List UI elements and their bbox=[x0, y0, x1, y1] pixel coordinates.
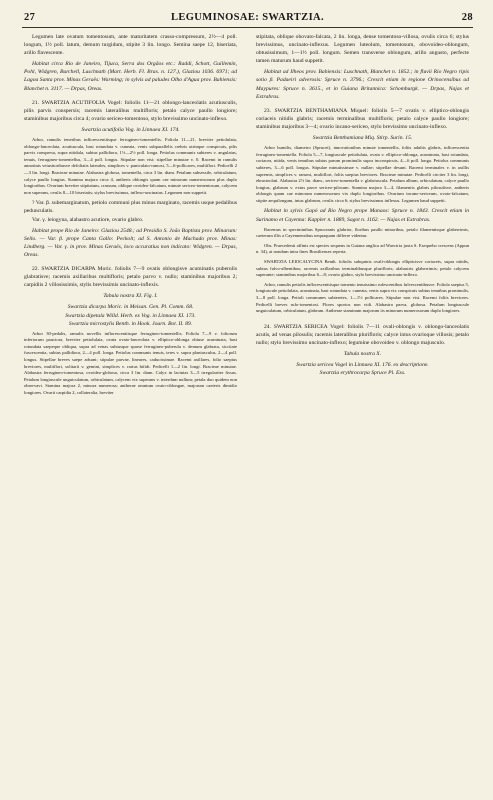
habitat-note: Habitat in sylvis Gapó ad Rio Negro prope Manaos: Spruce n. 1843. Crescit etiam in Surinamo et Cayenna: Kappler n. 1889, Sagot n. 1162. — Najas et Extrabras. bbox=[256, 208, 469, 223]
variety-note: ? Var. β. subemarginatum, petiolo communi plus minus marginato, racemis usque pedalibus pedunculatis. bbox=[24, 200, 237, 215]
header-rule bbox=[22, 27, 473, 28]
left-column bbox=[24, 33, 237, 793]
species-description: Arbor humilis, diametro (Sprucei), innovationibus minute tomentellis, foliis adultis glabris, inflorescentia ferrugineo-tomentella. Foliola 5—7, longiuscule petiolulata, ovata v. elliptico-oblonga, acuminata, basi rotundata, coriacea, nitida, venis tenuibus subtus parum prominulis supra inconspicuis, 4—6 poll. longa. Petiolus communis subteres, 3—6 poll. longus. Stipulae minutissimae v. nullae; stipellae desunt. Racemi terminales v. in axillis supremis, simplices v. ramosi, multiflori, foliis saepius breviores. Bracteae minutae. Pedicelli circiter 3 lin. longi, ebracteolati. Alabastra 2½ lin. diam., sericeo-tomentella v. glabriuscula. Petalum album, orbiculatum, calyce paullo longius, glabrum v. extus parce sericeo-pilosum. Stamina majora 3—4, filamentis glabris pilosulisve, antheris oblongis quam cae minorum numerosorum vix duplo longioribus. Ovarium incano-sericeum, ovato-falcatum, stipite aequilongum, intus glabrum, ovulis circa 6; stylus brevissimus inflexus. Legumen haud suppetit. bbox=[256, 145, 469, 203]
habitat-note: Habitat ad Ilheos prov. Bahiensis: Luschnath, Blanchet n. 1852.; in fluvii Rio Negro ripis sotio β. Padaeiri adverosis: Spruce n. 3796.; Crescit etiam in regione Orinocensibus ad Maypures: Spruce n. 3615., et in Guiana Britannica: Schomburgk. — Drpas, Najas et Extrabras. bbox=[256, 69, 469, 100]
habitat-note: Habitat prope Rio de Janeiro: Glaziou 2548.; ad Presidio S. João Baptista prov. Minarum: Sello. — Var. β. prope Canta Gallo: Peckolt; ad S. Antonio de Machado prov. Minas: Lindberg. — Var. γ. in prov. Minas Geraës, loco accuratius non indicato: Widgren. — Drpas, Oreas. bbox=[24, 227, 237, 258]
species-description: Arbor, ramulis petiolis inflorescentiisque tomento tenuissimo rufescentibus fulvescentibusve. Foliola saepius 5, longiuscule petiolulata, acuminata, basi rotundata v. cuneata, venis supra vix conspicuis subtus tenuibus prominulis, 3—8 poll. longa. Petioli communes subteretes, 1—1½ pollicares. Stipulae non visi. Racemi foliis breviores. Pedicelli breves rufo-tomentosi. Flores sportos non vidi. Alabastra parva, globosa. Petalum longiuscule unguiculatum, orbiculatum, glabrum. Antherae staminum majorum iis minorum numerosorum duplo longiores. bbox=[256, 281, 469, 314]
species-heading: 23. SWARTZIA BENTHAMIANA Miquel: foliolis 5—7 ovatis v. elliptico-oblongis coriaceis nitidis glabris; racemis terminalibus multifloris; petalo calyce paullo longiore; staminibus majoribus 3—4; ovario incano-sericeo, stylo brevissimo uncinato-inflexo. bbox=[256, 107, 469, 130]
remark: Racemus in speciminibus Spruceanis glabrior, floribus paullo minoribus, petalo filamentisque glaberrimis, caeterum illis a Cayennensibus nequaquam differre videntur. bbox=[256, 226, 469, 239]
page-number-left: 27 bbox=[24, 12, 36, 23]
right-column bbox=[256, 33, 469, 793]
species-heading: 21. SWARTZIA ACUTIFOLIA Vogel: foliolis 11—21 oblongo-lanceolatis acutiusculis, pilis parvis conspersis; racemis lateralibus multifloris; petalo calyce paullo longiore; staminibus majoribus circa 4; ovario sericeo-tomentoso, stylo brevissimo uncinato-inflexo. bbox=[24, 99, 237, 122]
running-title: LEGUMINOSAE: SWARTZIA. bbox=[170, 12, 325, 23]
continued-description: stipitata, oblique obovato-falcata, 2 lin. longa, dense tomentoso-villosa, ovulis circa 6; stylus brevissimus, uncinato-inflexus. Legumen luteolum, tomentosum, obovoideo-oblongum, obtusissimum, 1—1½ poll. longum. Semen transverse oblongum, arillo angusto, perfecte tamen maturum haud suppetit. bbox=[256, 34, 469, 65]
synonym: Swartzia erythrocarpa Spruce Pl. Exs. bbox=[319, 370, 406, 377]
observation: Obs. Praecedenti affinis est species sequens in Guiana anglica ad Waeciria juxta S. Esequebo crescens (Appun n. 34), at nondum intra fines Brasilienses reperta. bbox=[256, 242, 469, 255]
running-header bbox=[22, 12, 473, 24]
legume-description: Legumen late ovatum tomentosum, ante maturitatem crasso-compressum, 2½—4 poll. longum, 1½ poll. latum, demum turgidum, stipite 3 lin. longo. Semina saepe 12, biseriata, arillo flavescente. bbox=[24, 34, 237, 57]
species-heading: 24. SWARTZIA SERICEA Vogel: foliolis 7—11 ovali-oblongis v. oblongo-lanceolatis acutis, ad venas pilosulis; racemis lateralibus plurifloris; calyce intus ovarioque villosis; petalo nullo; stylo brevissimo uncinato-inflexo; legumine obovoideo v. oblongo majusculo. bbox=[256, 323, 469, 346]
synonym: Swartzia sericea Vogel in Linnaea XI. 176. ex descriptione. bbox=[296, 362, 429, 369]
species-description: Arbor, ramulis teneribus inflorescentiisque ferrugineo-tomentellis. Foliola 11—21, breviter petiolulata, oblongo-lanceolata, acutiuscula, basi rotundata v. cuneata, venis subparallelis crebris utrinque conspicuis, pilis parvis conspersa, supra nitidula, subtus pallidiora, 1½—2½ poll. longa. Petiolus communis subteres v. angulatus, tenuis, ferrugineo-tomentellus, 3—4 poll. longus. Stipulae non visi; stipellae minutae v. 0. Racemi in ramulis annotinis vetustioribusve defoliatis laterales, simplices v. paniculato-ramosi, 5—6-pollicares, multiflori. Pedicelli 2—3 lin. longi. Bracteae minutae. Alabastra globosa, tomentella, circa 3 lin. diam. Petalum subsessile, orbiculatum, calyce paullo longius. Stamina majora circa 4, antheris oblongis quam cae minorum numerosorum plus duplo longioribus. Ovarium breviter stipitatum, crassum, oblique ovoideo-falcatum, minute sericeo-tomentosum, calycem non superans, ovulis 8—10 biseriatis; stylus brevissimus, inflexo-uncinatus. Legumen non suppetit. bbox=[24, 137, 237, 195]
species-heading: 22. SWARTZIA DICARPA Moric. foliolis 7—9 ovatis oblongisve acuminatis puberulis glabratisve; racemis axillaribus multifloris; petalo parvo v. nullo; staminibus majoribus 2; carpidiis 2 villosissimis, stylis brevissimis uncinato-inflexis. bbox=[24, 266, 237, 289]
extra-species-diagnosis: SWARTZIA LEIOCALYCINA Benth. foliolis subquinis ovali-oblongis ellipticisve coriaceis, supra nitidis, subtus fulvo-albentibus; racemis axillaribus terminalibusque plurifloris; alabastris glaberrimis; petalo calycem superante; staminibus majoribus 6—8; ovario glabro, stylo brevissimo uncinato-inflexo. bbox=[256, 259, 469, 278]
synonym: Swartzia dicarpa Moric. in Meisan. Gen. Pl. Comm. 68. bbox=[67, 304, 194, 311]
synonym: Swartzia Benthamiana Miq. Stirp. Surin. 15. bbox=[312, 135, 413, 142]
page-number-right: 28 bbox=[461, 12, 473, 23]
synonym: Swartzia dipetala Willd. Herb. ex Vog. in Linnaea XI. 173. bbox=[65, 312, 196, 319]
species-description: Arbor 30-pedalis, ramulis novellis inflorescentiisque ferrugineo-tomentellis. Foliola 7—9 v. foliorum inferiorum pauciora, breviter petiolulata, ovata ovato-lanceolata v. elliptico-oblonga obtuse acuminata, basi rotundata saepeque obliqua, supra ad venas subtusque sparse ferrugineo-puberula v. demum glabrata, siccitate fuscescentia, subtus pallidiora, 2—4 poll. longa. Petiolus communis tenuis, teres v. supra planiusculus, 2—4 poll. longus. Stipellae breves saepe adsunt; stipulae parvae, lineares, caducissimae. Racemi axillares, folio saepius breviores, multiflori, solitarii v. gemini, simplices v. rarius bifidi. Pedicelli 1—2 lin. longi. Bracteae minutae. Alabastra ferrugineo-tomentosa, ovoideo-globosa, circa 3 lin. diam. Calyx in lacinias 3—5 irregulariter fissus. Petalum longiuscule unguiculatum, orbiculatum, calycem vix superans v. interdum nullum; petala duo quidem non observavi. Stamina majora 2, minora numerosa; antherae omnium ovato-oblongae, majorum caeteris dimidio longiores. Ovarii carpidia 2, collateralia, breviter bbox=[24, 330, 237, 396]
synonym: Swartzia microstylis Benth. in Hook. Journ. Bot. II. 89. bbox=[68, 320, 193, 327]
habitat-note: Habitat circa Rio de Janeiro, Tijuca, Serra dos Orgãos etc.: Raddi, Schott, Guillemin, Pohl, Widgren, Burchell, Luschnath (Mart. Herb. Fl. Bras. n. 127.), Glaziou 1036. 6971; ad Lagoa Santa prov. Minas Geraës: Warming; in sylvis ad paludes Olho d'Agua prov. Bahiensis: Blanchet n. 3117. — Drpas, Oreas. bbox=[24, 61, 237, 92]
synonym: Swartzia acutifolia Vog. in Linnaea XI. 174. bbox=[81, 126, 180, 133]
plate-reference: Tabula nostra X. bbox=[343, 351, 382, 358]
plate-reference: Tabula nostra XI. Fig. I. bbox=[103, 293, 158, 300]
variety-note: Var. γ. leiogyna, alabastro acutiore, ovario glabro. bbox=[32, 216, 144, 223]
